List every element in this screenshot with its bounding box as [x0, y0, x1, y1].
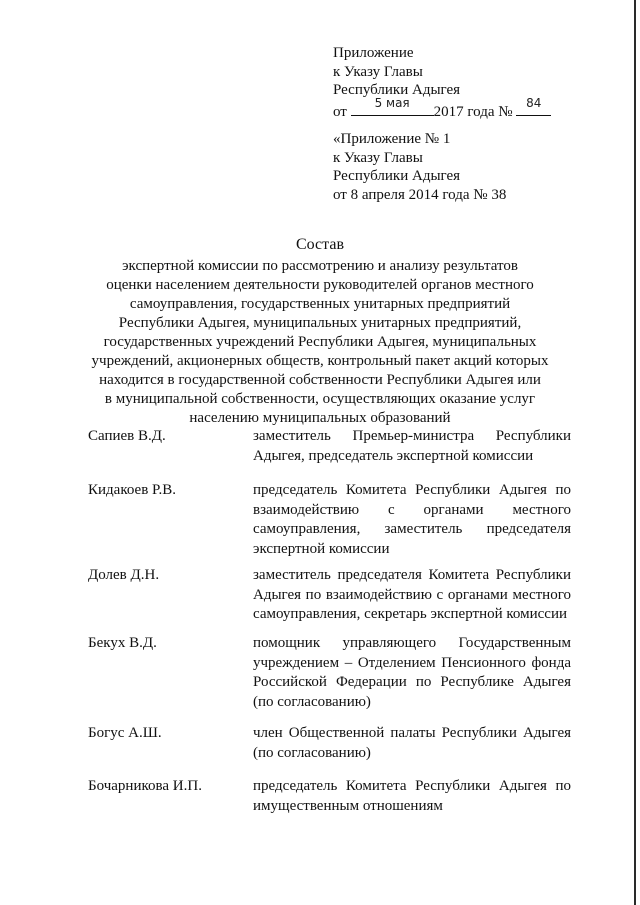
title-line: населению муниципальных образований — [189, 410, 451, 426]
appendix-line-1: Приложение — [333, 45, 414, 61]
member-name: Кидакоев Р.В. — [88, 482, 176, 498]
member-name: Богус А.Ш. — [88, 725, 162, 741]
member-row — [88, 724, 571, 763]
title-line: в муниципальной собственности, осуществляющих оказание услуг — [104, 391, 536, 407]
title-line: государственных учреждений Республики Адыгея, муниципальных — [103, 334, 537, 350]
member-row — [88, 566, 571, 625]
from-label: от — [333, 103, 347, 120]
member-row — [88, 777, 571, 816]
member-role: член Общественной палаты Республики Адыгея (по согласованию) — [253, 725, 571, 761]
prev-appendix-line-2: к Указу Главы — [333, 149, 423, 166]
title-line: самоуправления, государственных унитарных предприятий — [129, 296, 511, 312]
title-line: учреждений, акционерных обществ, контрольный пакет акций которых — [91, 353, 549, 369]
member-role: председатель Комитета Республики Адыгея по взаимодействию с органами местного самоуправления, заместитель председателя экспертной комиссии — [253, 482, 571, 557]
title-description — [70, 257, 570, 428]
handwritten-number: 84 — [526, 96, 542, 110]
title-line: Республики Адыгея, муниципальных унитарных предприятий, — [118, 315, 522, 331]
member-row — [88, 481, 571, 559]
appendix-date-line — [333, 96, 551, 122]
previous-appendix-header — [333, 130, 506, 204]
scan-edge — [634, 0, 636, 905]
member-role: помощник управляющего Государственным учреждением – Отделением Пенсионного фонда Российской Федерации по Республике Адыгея (по согласованию) — [253, 635, 571, 710]
handwritten-date: 5 мая — [374, 96, 410, 110]
member-name: Бекух В.Д. — [88, 635, 157, 651]
member-name: Долев Д.Н. — [88, 567, 160, 583]
title-line: оценки населением деятельности руководителей органов местного — [106, 277, 534, 293]
year-text: 2017 года № — [433, 103, 513, 120]
title-heading: Состав — [295, 236, 344, 253]
member-name: Бочарникова И.П. — [88, 778, 202, 794]
title-line: экспертной комиссии по рассмотрению и анализу результатов — [122, 258, 518, 274]
appendix-line-2: к Указу Главы — [333, 63, 423, 80]
member-role: заместитель Премьер-министра Республики Адыгея, председатель экспертной комиссии — [253, 428, 571, 464]
prev-appendix-line-1: «Приложение № 1 — [333, 131, 451, 147]
number-blank — [516, 96, 551, 116]
document-title — [70, 235, 570, 428]
title-line: находится в государственной собственности Республики Адыгея или — [99, 372, 541, 388]
member-name: Сапиев В.Д. — [88, 428, 166, 444]
member-role: заместитель председателя Комитета Республики Адыгея по взаимодействию с органами местного самоуправления, секретарь экспертной комиссии — [253, 567, 571, 622]
prev-appendix-line-3: Республики Адыгея — [333, 168, 461, 184]
member-row — [88, 427, 571, 466]
date-blank — [351, 96, 434, 116]
prev-appendix-line-4: от 8 апреля 2014 года № 38 — [333, 186, 507, 203]
appendix-header — [333, 44, 551, 121]
appendix-line-3: Республики Адыгея — [333, 82, 461, 98]
member-row — [88, 634, 571, 712]
member-role: председатель Комитета Республики Адыгея по имущественным отношениям — [253, 778, 571, 814]
